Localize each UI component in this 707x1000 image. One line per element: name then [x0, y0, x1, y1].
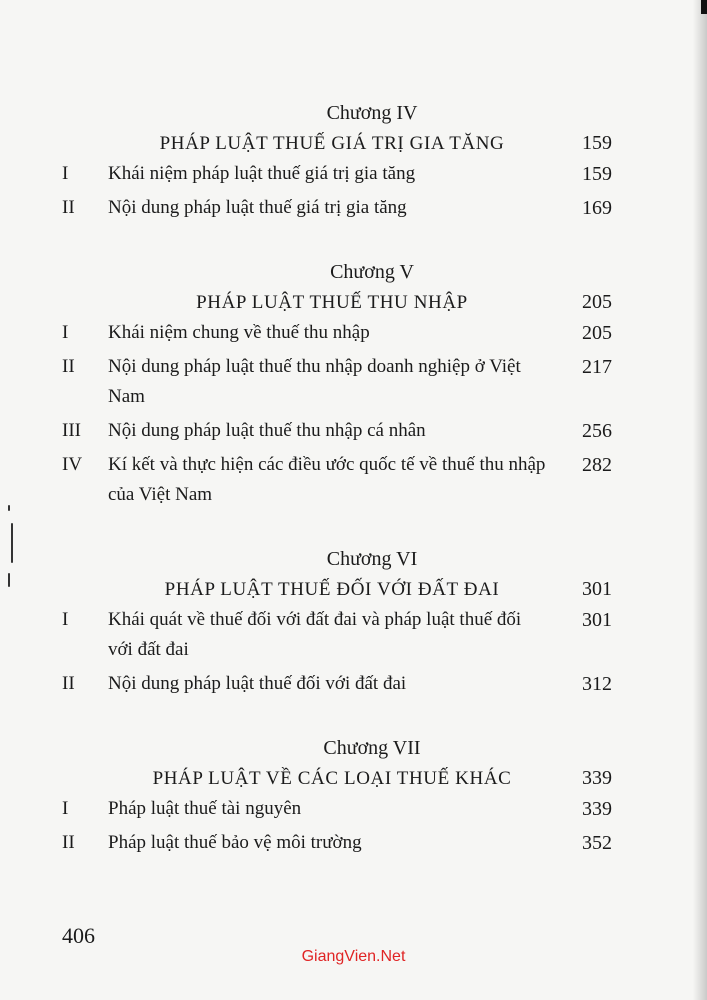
- toc-entry: [62, 318, 612, 348]
- entry-text: Pháp luật thuế tài nguyên: [108, 798, 302, 819]
- chapter-label: Chương V: [330, 261, 414, 283]
- toc-entry: [62, 450, 612, 510]
- chapter-page: 301: [582, 578, 612, 600]
- chapter-page: 339: [582, 767, 612, 789]
- entry-number: IV: [62, 454, 83, 475]
- entry-number: I: [62, 609, 69, 630]
- toc-entry: [62, 794, 612, 824]
- entry-text: Nội dung pháp luật thuế thu nhập cá nhân: [108, 420, 426, 441]
- chapter-title-row: [62, 132, 612, 155]
- chapter-label: Chương VII: [323, 737, 421, 759]
- entry-page: 217: [582, 356, 612, 378]
- entry-text: Nội dung pháp luật thuế thu nhập doanh nghiệp ở Việt Nam: [108, 356, 521, 407]
- entry-number: I: [62, 322, 69, 343]
- entry-text: Nội dung pháp luật thuế giá trị gia tăng: [108, 197, 407, 218]
- chapter-title: PHÁP LUẬT THUẾ GIÁ TRỊ GIA TĂNG: [159, 133, 505, 154]
- toc-entry: [62, 605, 612, 665]
- chapter-page: 159: [582, 132, 612, 154]
- entry-number: III: [62, 420, 81, 441]
- chapter-title: PHÁP LUẬT THUẾ ĐỐI VỚI ĐẤT ĐAI: [164, 579, 500, 600]
- page-edge-mark: [701, 0, 707, 14]
- binding-marks: [8, 505, 16, 595]
- toc-entry: [62, 193, 612, 223]
- entry-text: Nội dung pháp luật thuế đối với đất đai: [108, 673, 407, 694]
- entry-page: 352: [582, 832, 612, 854]
- chapter-page: 205: [582, 291, 612, 313]
- chapter-section: [62, 100, 612, 223]
- chapter-label: Chương IV: [326, 102, 418, 124]
- entry-text: Khái niệm pháp luật thuế giá trị gia tăng: [108, 163, 416, 184]
- toc-entry: [62, 159, 612, 189]
- entry-number: I: [62, 798, 69, 819]
- watermark-text: GiangVien.Net: [301, 948, 406, 965]
- entry-page: 205: [582, 322, 612, 344]
- entry-text: Khái niệm chung về thuế thu nhập: [108, 322, 370, 343]
- entry-page: 256: [582, 420, 612, 442]
- entry-page: 301: [582, 609, 612, 631]
- page-edge-shadow: [693, 0, 707, 1000]
- entry-page: 282: [582, 454, 612, 476]
- entry-text: Kí kết và thực hiện các điều ước quốc tế về thuế thu nhập của Việt Nam: [108, 454, 546, 505]
- chapter-title-row: [62, 767, 612, 790]
- chapter-label: Chương VI: [326, 548, 418, 570]
- entry-number: II: [62, 356, 75, 377]
- chapter-title: PHÁP LUẬT VỀ CÁC LOẠI THUẾ KHÁC: [152, 768, 512, 789]
- chapter-title: PHÁP LUẬT THUẾ THU NHẬP: [196, 292, 468, 313]
- toc-entry: [62, 828, 612, 858]
- chapter-section: [62, 546, 612, 699]
- entry-text: Khái quát về thuế đối với đất đai và pháp luật thuế đối với đất đai: [108, 609, 522, 660]
- chapter-section: [62, 735, 612, 858]
- table-of-contents: [62, 100, 612, 894]
- page-number: 406: [62, 923, 95, 948]
- entry-number: I: [62, 163, 69, 184]
- toc-entry: [62, 416, 612, 446]
- entry-page: 312: [582, 673, 612, 695]
- chapter-title-row: [62, 578, 612, 601]
- entry-page: 159: [582, 163, 612, 185]
- chapter-section: [62, 259, 612, 510]
- entry-page: 339: [582, 798, 612, 820]
- toc-entry: [62, 352, 612, 412]
- toc-entry: [62, 669, 612, 699]
- entry-page: 169: [582, 197, 612, 219]
- entry-number: II: [62, 673, 75, 694]
- chapter-title-row: [62, 291, 612, 314]
- entry-number: II: [62, 197, 75, 218]
- entry-text: Pháp luật thuế bảo vệ môi trường: [108, 832, 362, 853]
- entry-number: II: [62, 832, 75, 853]
